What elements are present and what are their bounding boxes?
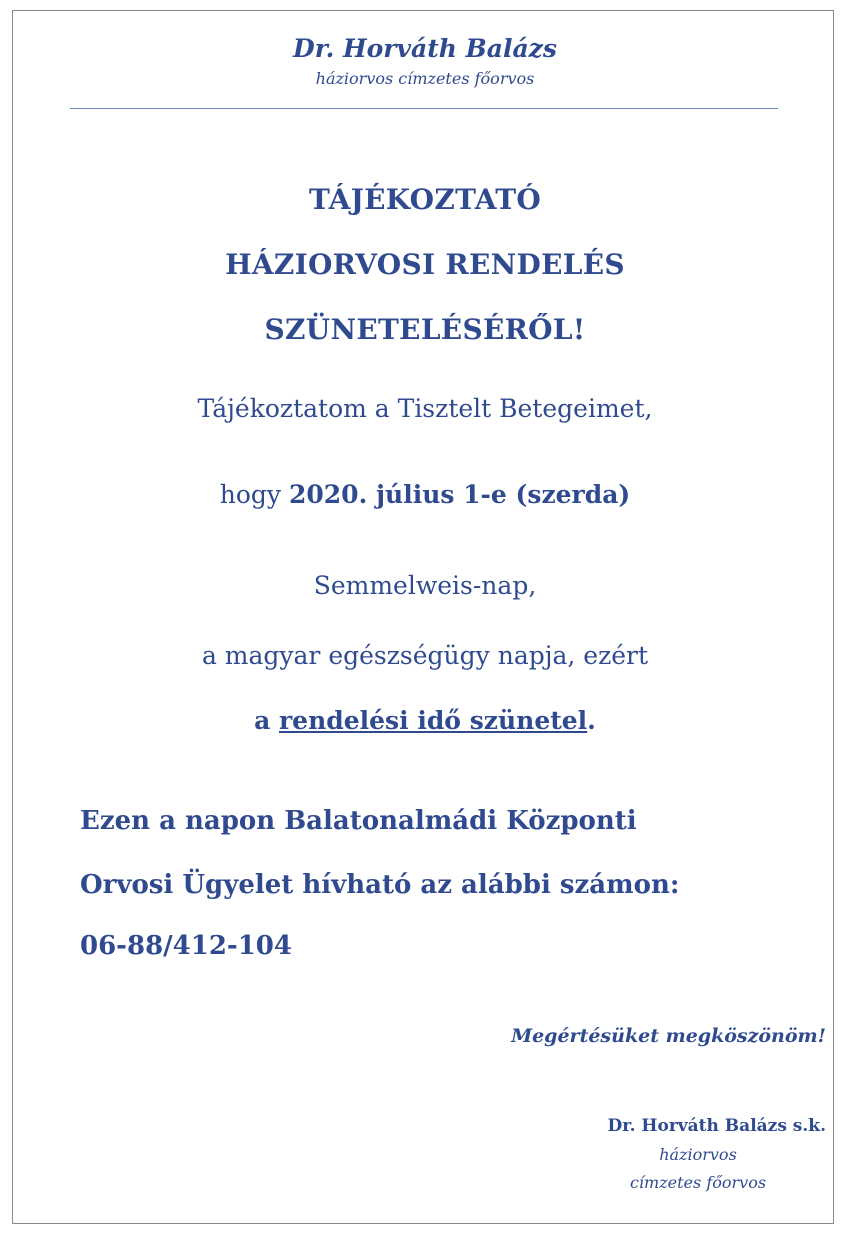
signature-name: Dr. Horváth Balázs s.k.	[607, 1116, 826, 1136]
signature-role-1: háziorvos	[659, 1145, 737, 1164]
header-doctor-name: Dr. Horváth Balázs	[293, 34, 557, 63]
thanks-note: Megértésüket megköszönöm!	[511, 1025, 826, 1047]
closure-date: 2020. július 1-e (szerda)	[289, 480, 631, 509]
duty-phone-number: 06-88/412-104	[80, 931, 292, 961]
body-line-2-prefix: hogy	[219, 480, 289, 509]
header-divider	[70, 108, 778, 109]
closure-notice: rendelési idő szünetel	[279, 706, 588, 735]
header-subtitle: háziorvos címzetes főorvos	[315, 69, 535, 88]
duty-line-1: Ezen a napon Balatonalmádi Központi	[80, 806, 637, 836]
body-line-5	[0, 706, 850, 735]
body-line-2	[0, 480, 850, 509]
body-line-5-prefix: a	[254, 706, 280, 735]
body-line-3: Semmelweis-nap,	[313, 571, 537, 600]
signature-role-2: címzetes főorvos	[629, 1173, 767, 1192]
title-line-3: SZÜNETELÉSÉRŐL!	[264, 313, 586, 346]
title-line-2: HÁZIORVOSI RENDELÉS	[225, 248, 625, 281]
title-line-1: TÁJÉKOZTATÓ	[308, 183, 542, 216]
body-line-4: a magyar egészségügy napja, ezért	[201, 641, 649, 670]
body-line-5-suffix: .	[587, 706, 596, 735]
duty-line-2: Orvosi Ügyelet hívható az alábbi számon:	[80, 870, 680, 900]
body-line-1: Tájékoztatom a Tisztelt Betegeimet,	[197, 394, 653, 423]
